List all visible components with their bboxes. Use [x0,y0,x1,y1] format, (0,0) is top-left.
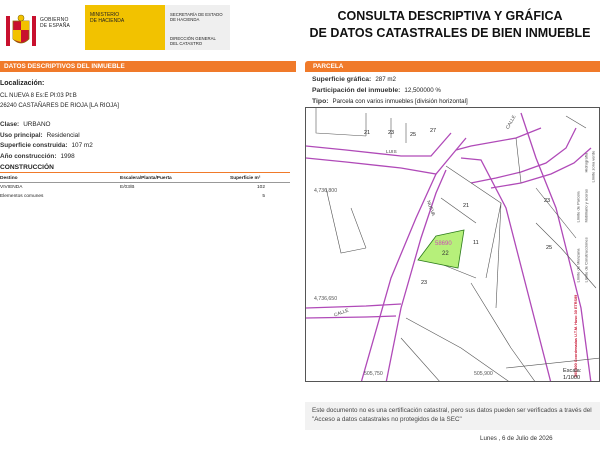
block-number: 11 [473,240,479,246]
map-drawing [306,108,600,382]
street-label: CALLE [333,308,350,319]
map-legend [573,110,599,380]
document-date: Lunes , 6 de Julio de 2026 [480,435,553,442]
street-label: CALLE [505,114,518,131]
street-label: LUIS [386,150,397,155]
uso-row: Uso principal: Residencial [0,131,80,139]
block-number: 21 [463,203,470,209]
block-number: 21 [364,130,371,136]
legend-item: Hidrografía [583,152,589,173]
section-bar-parcela: PARCELA [305,61,600,72]
divider [0,172,290,173]
legend-item: Límite de Construcciones [583,237,589,283]
parcel-info [312,74,468,107]
parcel-shape [418,230,464,268]
tipo-row: Tipo: Parcela con varios inmuebles [división horizontal] [312,98,468,105]
block-number: 25 [546,245,553,251]
participacion-row: Participación del inmueble: 12,500000 % [312,87,441,94]
block-number: 23 [388,130,395,136]
section-bar-datos: DATOS DESCRIPTIVOS DEL INMUEBLE [0,61,296,72]
gov-label: GOBIERNO DE ESPAÑA [40,17,71,29]
localizacion-label: Localización: [0,80,45,87]
coord-label: 4,736,800 [314,188,338,194]
page-title: CONSULTA DESCRIPTIVA Y GRÁFICA DE DATOS CATASTRALES DE BIEN INMUEBLE [309,9,591,40]
street-label: NUEVA [424,200,436,217]
block-number: 23 [421,280,428,286]
legend-item: Límite zona verde [590,150,596,183]
table-header-row: Destino Escalera/Planta/Puerta Superficie m² [0,175,290,183]
anio-row: Año construcción: 1998 [0,152,75,160]
scale-indicator: Escala: 1/1000 [563,368,582,381]
superficie-construida-row: Superficie construida: 107 m2 [0,142,93,150]
coat-of-arms-icon [4,13,38,53]
direccion-label: DIRECCIÓN GENERAL DEL CATASTRO [170,36,216,46]
construccion-table [0,175,290,201]
coord-label: 4,736,650 [314,296,338,302]
address-line-1: CL NUEVA 8 Es:E Pl:03 Pt:B [0,93,77,99]
legend-item: Límite de Manzana [575,248,581,283]
secretaria-label: SECRETARÍA DE ESTADO DE HACIENDA [170,12,223,22]
parcel-id-label: 58690 [435,241,452,247]
property-info [0,80,290,162]
legend-note: 505,800 Coordenadas U.T.M. Huso 30 ETRS89 [574,294,578,377]
coord-label: 505,900 [474,371,493,377]
ministry-label: MINISTERIO DE HACIENDA [90,12,125,24]
legend-item: Límite de Parcela [575,191,581,223]
block-number: 27 [430,128,437,134]
construccion-title: CONSTRUCCIÓN [0,164,54,171]
parcel-number-label: 22 [442,251,449,257]
coord-label: 505,750 [364,371,383,377]
cadastral-map[interactable] [305,107,600,382]
superficie-grafica-row: Superficie gráfica: 287 m2 [312,76,396,83]
table-row: VIVIENDA E/03/B 102 [0,185,265,190]
disclaimer-notice: Este documento no es una certificación catastral, pero sus datos pueden ser verificados a través del "Acceso a datos catastrales no protegidos de la SEC" [305,402,600,430]
legend-item: Mobiliario y aceras [583,189,589,223]
clase-row: Clase: URBANO [0,121,51,128]
table-row: Elementos comunes 5 [0,194,265,199]
address-line-2: 26240 CASTAÑARES DE RIOJA [LA RIOJA] [0,103,119,109]
block-number: 25 [410,132,417,138]
block-number: 23 [544,198,551,204]
